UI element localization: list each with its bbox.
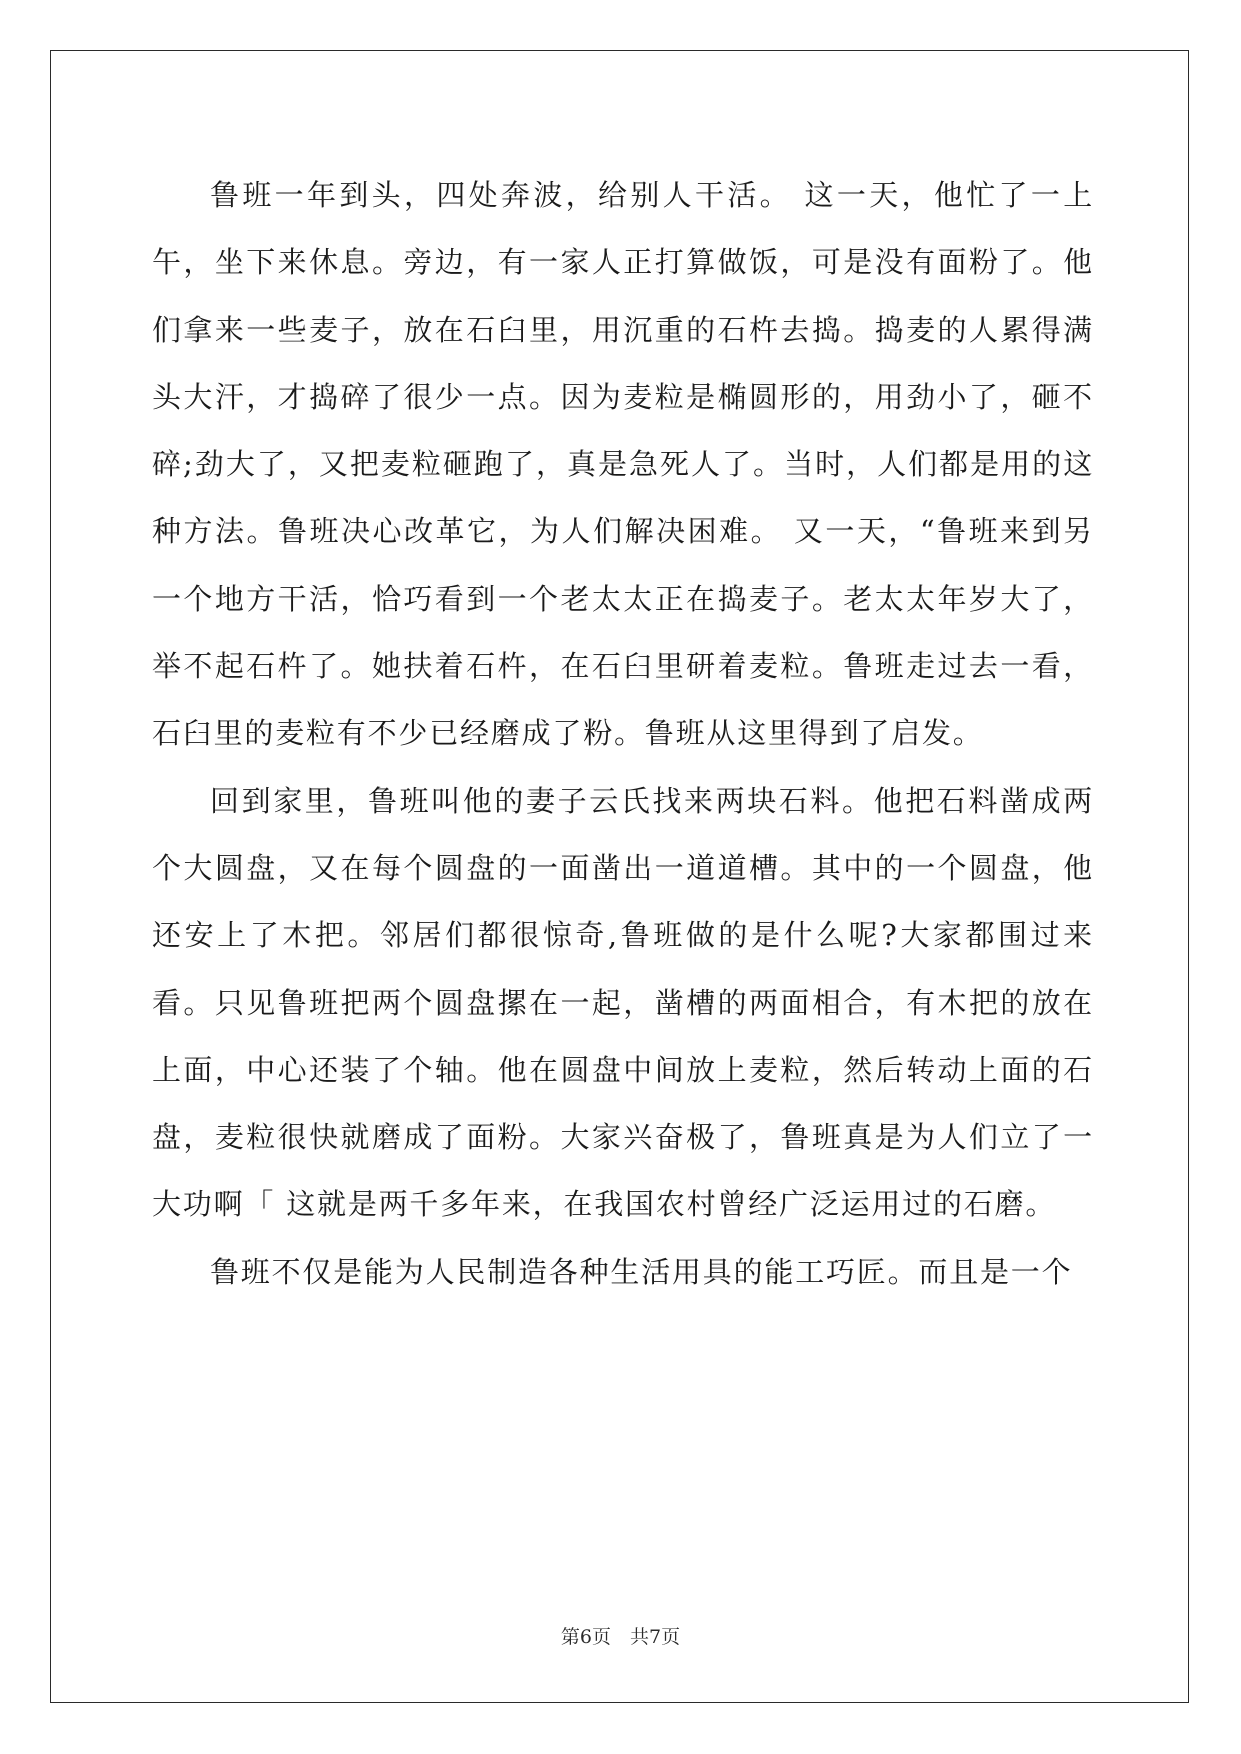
paragraph-3: 鲁班不仅是能为人民制造各种生活用具的能工巧匠。而且是一个 (210, 1254, 1073, 1289)
paragraph-2: 回到家里，鲁班叫他的妻子云氏找来两块石料。他把石料凿成两个大圆盘，又在每个圆盘的一面凿出一道道槽。其中的一个圆盘，他还安上了木把。邻居们都很惊奇,鲁班做的是什么呢?大家都围过来看。只见鲁班把两个圆盘摞在一起，凿槽的两面相合，有木把的放在上面，中心还装了个轴。他在圆盘中间放上麦粒，然后转动上面的石盘，麦粒很快就磨成了面粉。大家兴奋极了，鲁班真是为人们立了一大功啊「 这就是两千多年来，在我国农村曾经广泛运用过的石磨。 (152, 783, 1094, 1222)
document-body (152, 162, 1094, 1306)
paragraph-1: 鲁班一年到头，四处奔波，给别人干活。 这一天，他忙了一上午，坐下来休息。旁边，有一家人正打算做饭，可是没有面粉了。他们拿来一些麦子，放在石臼里，用沉重的石杵去捣。捣麦的人累得满头大汗，才捣碎了很少一点。因为麦粒是椭圆形的，用劲小了，砸不碎;劲大了，又把麦粒砸跑了，真是急死人了。当时，人们都是用的这种方法。鲁班决心改革它，为人们解决困难。 又一天，“鲁班来到另一个地方干活，恰巧看到一个老太太正在捣麦子。老太太年岁大了，举不起石杵了。她扶着石杵，在石臼里研着麦粒。鲁班走过去一看，石臼里的麦粒有不少已经磨成了粉。鲁班从这里得到了启发。 (152, 178, 1094, 751)
page-footer (0, 1622, 1241, 1649)
page-number-label: 第6页 共7页 (560, 1626, 681, 1648)
